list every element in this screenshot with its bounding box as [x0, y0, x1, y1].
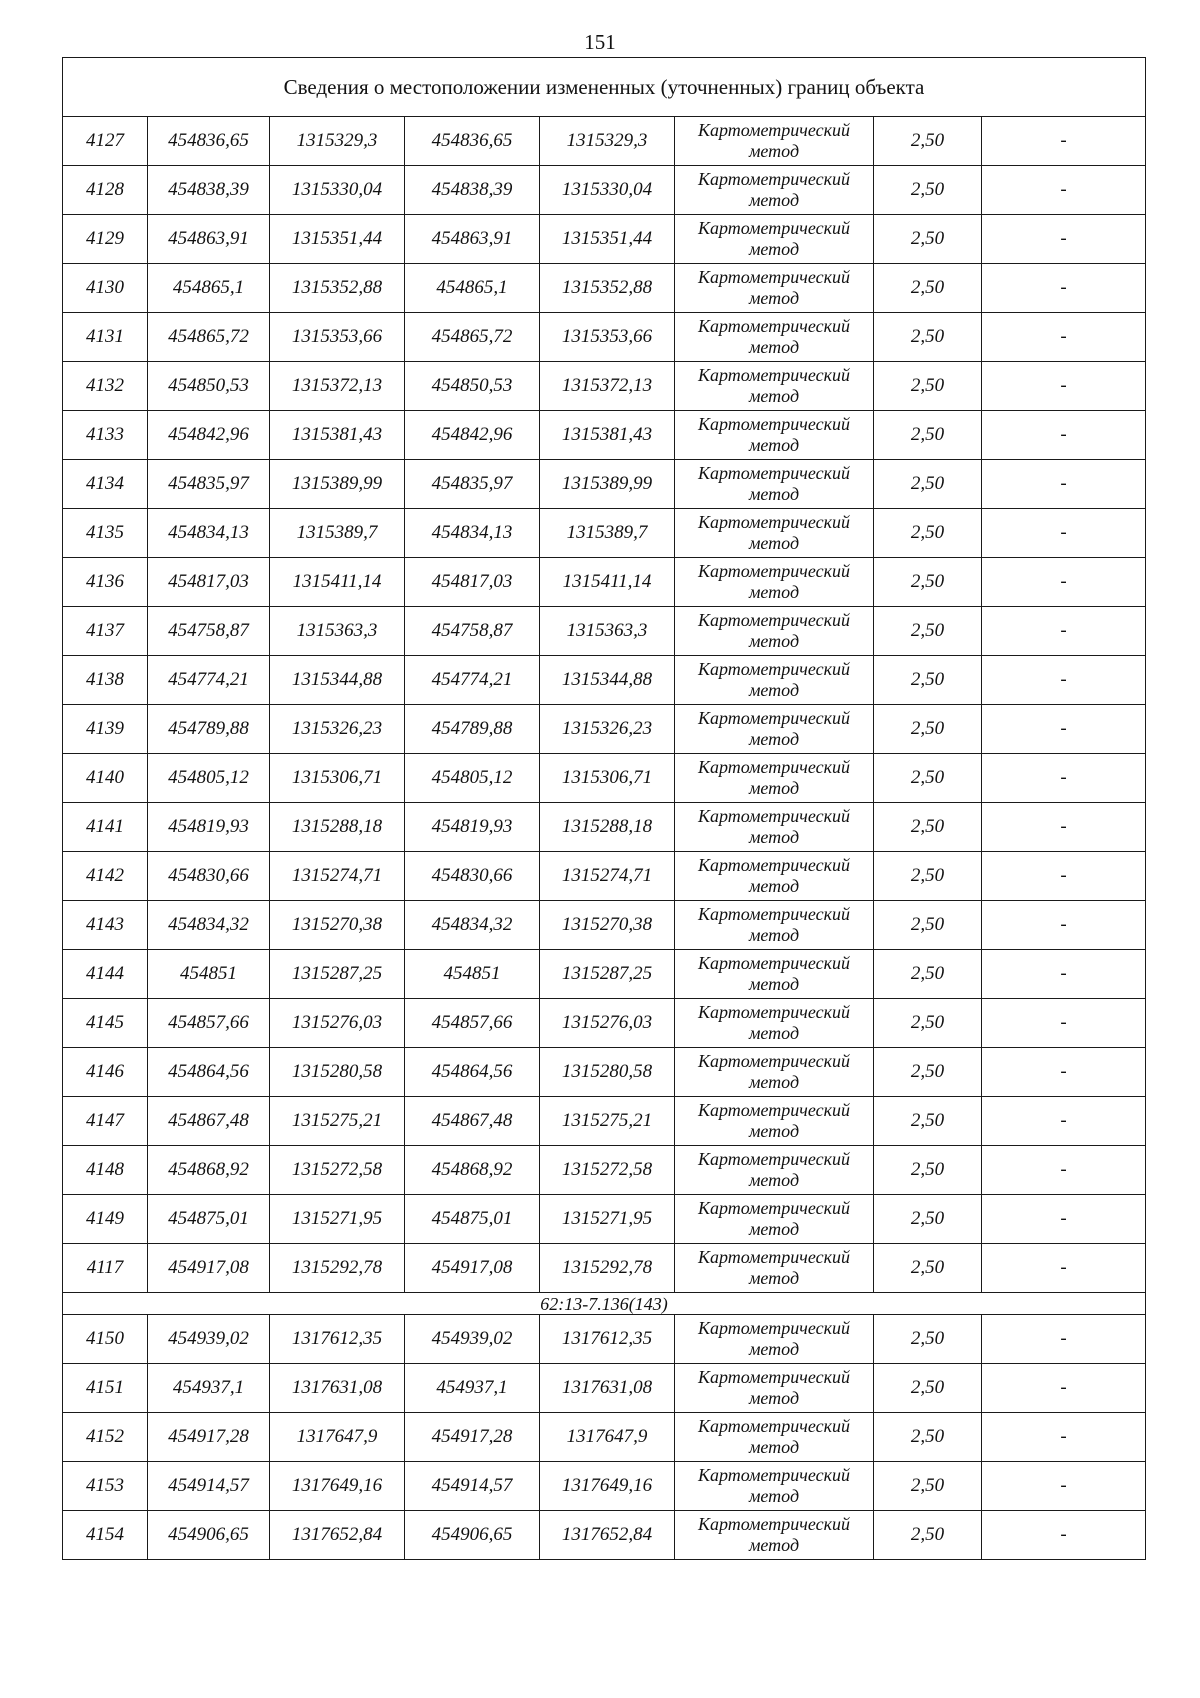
method-cell: Картометрический метод: [675, 901, 874, 950]
y-new-cell: 1315306,71: [540, 754, 675, 803]
x-new-cell: 454865,72: [405, 313, 540, 362]
accuracy-cell: 2,50: [874, 1195, 982, 1244]
description-cell: -: [982, 1097, 1146, 1146]
method-cell: Картометрический метод: [675, 1315, 874, 1364]
method-cell: Картометрический метод: [675, 509, 874, 558]
x-existing-cell: 454875,01: [148, 1195, 270, 1244]
method-cell: Картометрический метод: [675, 166, 874, 215]
x-new-cell: 454758,87: [405, 607, 540, 656]
table-row: [63, 803, 1146, 852]
description-cell: -: [982, 166, 1146, 215]
y-new-cell: 1317612,35: [540, 1315, 675, 1364]
table-row: [63, 1462, 1146, 1511]
y-new-cell: 1315330,04: [540, 166, 675, 215]
accuracy-cell: 2,50: [874, 1413, 982, 1462]
point-number-cell: 4139: [63, 705, 148, 754]
accuracy-cell: 2,50: [874, 1244, 982, 1293]
point-number-cell: 4142: [63, 852, 148, 901]
point-number-cell: 4138: [63, 656, 148, 705]
description-cell: -: [982, 1511, 1146, 1560]
y-existing-cell: 1315329,3: [270, 117, 405, 166]
y-new-cell: 1315344,88: [540, 656, 675, 705]
x-new-cell: 454819,93: [405, 803, 540, 852]
method-cell: Картометрический метод: [675, 460, 874, 509]
point-number-cell: 4128: [63, 166, 148, 215]
table-row: [63, 509, 1146, 558]
table-row: [63, 1146, 1146, 1195]
x-existing-cell: 454817,03: [148, 558, 270, 607]
y-new-cell: 1315381,43: [540, 411, 675, 460]
method-cell: Картометрический метод: [675, 999, 874, 1048]
y-new-cell: 1315274,71: [540, 852, 675, 901]
table-row: [63, 313, 1146, 362]
point-number-cell: 4147: [63, 1097, 148, 1146]
y-new-cell: 1315276,03: [540, 999, 675, 1048]
table-row: [63, 264, 1146, 313]
accuracy-cell: 2,50: [874, 1364, 982, 1413]
y-existing-cell: 1315352,88: [270, 264, 405, 313]
x-new-cell: 454867,48: [405, 1097, 540, 1146]
method-cell: Картометрический метод: [675, 607, 874, 656]
table-row: [63, 1195, 1146, 1244]
point-number-cell: 4152: [63, 1413, 148, 1462]
section-row: [63, 1293, 1146, 1315]
accuracy-cell: 2,50: [874, 166, 982, 215]
method-cell: Картометрический метод: [675, 1244, 874, 1293]
method-cell: Картометрический метод: [675, 1462, 874, 1511]
table-body: [63, 58, 1146, 1560]
y-existing-cell: 1317652,84: [270, 1511, 405, 1560]
accuracy-cell: 2,50: [874, 215, 982, 264]
accuracy-cell: 2,50: [874, 1462, 982, 1511]
description-cell: -: [982, 1195, 1146, 1244]
description-cell: -: [982, 558, 1146, 607]
x-new-cell: 454834,32: [405, 901, 540, 950]
y-existing-cell: 1315306,71: [270, 754, 405, 803]
accuracy-cell: 2,50: [874, 509, 982, 558]
x-existing-cell: 454842,96: [148, 411, 270, 460]
x-existing-cell: 454937,1: [148, 1364, 270, 1413]
x-new-cell: 454842,96: [405, 411, 540, 460]
y-existing-cell: 1315272,58: [270, 1146, 405, 1195]
x-existing-cell: 454868,92: [148, 1146, 270, 1195]
x-existing-cell: 454836,65: [148, 117, 270, 166]
x-new-cell: 454865,1: [405, 264, 540, 313]
point-number-cell: 4145: [63, 999, 148, 1048]
y-existing-cell: 1315363,3: [270, 607, 405, 656]
point-number-cell: 4134: [63, 460, 148, 509]
method-cell: Картометрический метод: [675, 705, 874, 754]
method-cell: Картометрический метод: [675, 656, 874, 705]
y-new-cell: 1315287,25: [540, 950, 675, 999]
x-new-cell: 454906,65: [405, 1511, 540, 1560]
accuracy-cell: 2,50: [874, 411, 982, 460]
y-new-cell: 1315353,66: [540, 313, 675, 362]
y-existing-cell: 1315330,04: [270, 166, 405, 215]
table-row: [63, 705, 1146, 754]
x-existing-cell: 454865,72: [148, 313, 270, 362]
x-new-cell: 454834,13: [405, 509, 540, 558]
y-new-cell: 1315288,18: [540, 803, 675, 852]
x-existing-cell: 454917,08: [148, 1244, 270, 1293]
method-cell: Картометрический метод: [675, 1195, 874, 1244]
description-cell: -: [982, 950, 1146, 999]
description-cell: -: [982, 215, 1146, 264]
y-new-cell: 1315326,23: [540, 705, 675, 754]
method-cell: Картометрический метод: [675, 754, 874, 803]
accuracy-cell: 2,50: [874, 1315, 982, 1364]
x-new-cell: 454863,91: [405, 215, 540, 264]
method-cell: Картометрический метод: [675, 950, 874, 999]
y-existing-cell: 1317631,08: [270, 1364, 405, 1413]
method-cell: Картометрический метод: [675, 117, 874, 166]
accuracy-cell: 2,50: [874, 558, 982, 607]
x-existing-cell: 454834,13: [148, 509, 270, 558]
table-title: Сведения о местоположении измененных (уточненных) границ объекта: [63, 58, 1146, 117]
y-existing-cell: 1317649,16: [270, 1462, 405, 1511]
point-number-cell: 4130: [63, 264, 148, 313]
x-new-cell: 454851: [405, 950, 540, 999]
description-cell: -: [982, 803, 1146, 852]
y-existing-cell: 1317612,35: [270, 1315, 405, 1364]
y-existing-cell: 1315326,23: [270, 705, 405, 754]
y-new-cell: 1315372,13: [540, 362, 675, 411]
y-new-cell: 1315275,21: [540, 1097, 675, 1146]
table-row: [63, 460, 1146, 509]
y-existing-cell: 1317647,9: [270, 1413, 405, 1462]
x-existing-cell: 454838,39: [148, 166, 270, 215]
accuracy-cell: 2,50: [874, 362, 982, 411]
y-new-cell: 1315329,3: [540, 117, 675, 166]
accuracy-cell: 2,50: [874, 901, 982, 950]
y-existing-cell: 1315372,13: [270, 362, 405, 411]
description-cell: -: [982, 1413, 1146, 1462]
method-cell: Картометрический метод: [675, 411, 874, 460]
x-new-cell: 454917,08: [405, 1244, 540, 1293]
accuracy-cell: 2,50: [874, 460, 982, 509]
method-cell: Картометрический метод: [675, 1413, 874, 1462]
y-existing-cell: 1315288,18: [270, 803, 405, 852]
point-number-cell: 4131: [63, 313, 148, 362]
accuracy-cell: 2,50: [874, 754, 982, 803]
table-row: [63, 950, 1146, 999]
x-new-cell: 454939,02: [405, 1315, 540, 1364]
x-existing-cell: 454939,02: [148, 1315, 270, 1364]
method-cell: Картометрический метод: [675, 264, 874, 313]
x-existing-cell: 454857,66: [148, 999, 270, 1048]
method-cell: Картометрический метод: [675, 803, 874, 852]
x-new-cell: 454937,1: [405, 1364, 540, 1413]
description-cell: -: [982, 1462, 1146, 1511]
y-existing-cell: 1315276,03: [270, 999, 405, 1048]
x-existing-cell: 454864,56: [148, 1048, 270, 1097]
point-number-cell: 4133: [63, 411, 148, 460]
x-new-cell: 454838,39: [405, 166, 540, 215]
table-row: [63, 1048, 1146, 1097]
description-cell: -: [982, 607, 1146, 656]
description-cell: -: [982, 117, 1146, 166]
y-new-cell: 1315411,14: [540, 558, 675, 607]
x-new-cell: 454864,56: [405, 1048, 540, 1097]
y-existing-cell: 1315280,58: [270, 1048, 405, 1097]
page-number: 151: [584, 30, 616, 54]
point-number-cell: 4129: [63, 215, 148, 264]
x-existing-cell: 454906,65: [148, 1511, 270, 1560]
x-new-cell: 454868,92: [405, 1146, 540, 1195]
table-row: [63, 411, 1146, 460]
y-existing-cell: 1315292,78: [270, 1244, 405, 1293]
description-cell: -: [982, 460, 1146, 509]
point-number-cell: 4150: [63, 1315, 148, 1364]
point-number-cell: 4146: [63, 1048, 148, 1097]
point-number-cell: 4151: [63, 1364, 148, 1413]
point-number-cell: 4136: [63, 558, 148, 607]
point-number-cell: 4132: [63, 362, 148, 411]
x-existing-cell: 454835,97: [148, 460, 270, 509]
y-new-cell: 1317631,08: [540, 1364, 675, 1413]
description-cell: -: [982, 1315, 1146, 1364]
y-existing-cell: 1315411,14: [270, 558, 405, 607]
accuracy-cell: 2,50: [874, 313, 982, 362]
point-number-cell: 4135: [63, 509, 148, 558]
description-cell: -: [982, 852, 1146, 901]
point-number-cell: 4153: [63, 1462, 148, 1511]
x-new-cell: 454817,03: [405, 558, 540, 607]
table-row: [63, 166, 1146, 215]
x-new-cell: 454789,88: [405, 705, 540, 754]
table-row: [63, 656, 1146, 705]
x-existing-cell: 454914,57: [148, 1462, 270, 1511]
accuracy-cell: 2,50: [874, 1146, 982, 1195]
x-existing-cell: 454805,12: [148, 754, 270, 803]
y-new-cell: 1315292,78: [540, 1244, 675, 1293]
x-existing-cell: 454850,53: [148, 362, 270, 411]
x-new-cell: 454917,28: [405, 1413, 540, 1462]
x-new-cell: 454774,21: [405, 656, 540, 705]
description-cell: -: [982, 754, 1146, 803]
table-header-row: [63, 58, 1146, 117]
y-existing-cell: 1315274,71: [270, 852, 405, 901]
table-row: [63, 215, 1146, 264]
x-new-cell: 454914,57: [405, 1462, 540, 1511]
table-row: [63, 607, 1146, 656]
y-existing-cell: 1315389,7: [270, 509, 405, 558]
point-number-cell: 4141: [63, 803, 148, 852]
table-row: [63, 999, 1146, 1048]
description-cell: -: [982, 411, 1146, 460]
accuracy-cell: 2,50: [874, 950, 982, 999]
table-row: [63, 1364, 1146, 1413]
description-cell: -: [982, 362, 1146, 411]
x-existing-cell: 454834,32: [148, 901, 270, 950]
point-number-cell: 4140: [63, 754, 148, 803]
x-existing-cell: 454851: [148, 950, 270, 999]
table-row: [63, 852, 1146, 901]
y-existing-cell: 1315344,88: [270, 656, 405, 705]
x-existing-cell: 454865,1: [148, 264, 270, 313]
y-existing-cell: 1315270,38: [270, 901, 405, 950]
y-new-cell: 1315351,44: [540, 215, 675, 264]
y-new-cell: 1315352,88: [540, 264, 675, 313]
table-row: [63, 362, 1146, 411]
description-cell: -: [982, 1364, 1146, 1413]
y-new-cell: 1315280,58: [540, 1048, 675, 1097]
point-number-cell: 4137: [63, 607, 148, 656]
accuracy-cell: 2,50: [874, 656, 982, 705]
x-new-cell: 454836,65: [405, 117, 540, 166]
accuracy-cell: 2,50: [874, 607, 982, 656]
table-row: [63, 1413, 1146, 1462]
boundary-coordinates-table: [62, 57, 1146, 1560]
table-row: [63, 558, 1146, 607]
y-existing-cell: 1315351,44: [270, 215, 405, 264]
y-new-cell: 1317652,84: [540, 1511, 675, 1560]
x-existing-cell: 454758,87: [148, 607, 270, 656]
x-new-cell: 454830,66: [405, 852, 540, 901]
accuracy-cell: 2,50: [874, 1048, 982, 1097]
x-existing-cell: 454830,66: [148, 852, 270, 901]
method-cell: Картометрический метод: [675, 215, 874, 264]
table-row: [63, 754, 1146, 803]
x-existing-cell: 454863,91: [148, 215, 270, 264]
x-new-cell: 454835,97: [405, 460, 540, 509]
description-cell: -: [982, 705, 1146, 754]
method-cell: Картометрический метод: [675, 1511, 874, 1560]
method-cell: Картометрический метод: [675, 313, 874, 362]
method-cell: Картометрический метод: [675, 1048, 874, 1097]
x-new-cell: 454875,01: [405, 1195, 540, 1244]
accuracy-cell: 2,50: [874, 264, 982, 313]
point-number-cell: 4149: [63, 1195, 148, 1244]
accuracy-cell: 2,50: [874, 1511, 982, 1560]
y-existing-cell: 1315353,66: [270, 313, 405, 362]
method-cell: Картометрический метод: [675, 1097, 874, 1146]
method-cell: Картометрический метод: [675, 1146, 874, 1195]
method-cell: Картометрический метод: [675, 558, 874, 607]
x-existing-cell: 454867,48: [148, 1097, 270, 1146]
description-cell: -: [982, 1146, 1146, 1195]
accuracy-cell: 2,50: [874, 803, 982, 852]
method-cell: Картометрический метод: [675, 362, 874, 411]
y-existing-cell: 1315287,25: [270, 950, 405, 999]
y-new-cell: 1315270,38: [540, 901, 675, 950]
accuracy-cell: 2,50: [874, 117, 982, 166]
x-new-cell: 454805,12: [405, 754, 540, 803]
y-new-cell: 1317649,16: [540, 1462, 675, 1511]
x-existing-cell: 454789,88: [148, 705, 270, 754]
method-cell: Картометрический метод: [675, 852, 874, 901]
accuracy-cell: 2,50: [874, 852, 982, 901]
y-existing-cell: 1315389,99: [270, 460, 405, 509]
table-row: [63, 901, 1146, 950]
section-label: 62:13-7.136(143): [63, 1293, 1146, 1315]
x-existing-cell: 454819,93: [148, 803, 270, 852]
description-cell: -: [982, 509, 1146, 558]
y-new-cell: 1315389,7: [540, 509, 675, 558]
x-existing-cell: 454917,28: [148, 1413, 270, 1462]
y-existing-cell: 1315381,43: [270, 411, 405, 460]
point-number-cell: 4117: [63, 1244, 148, 1293]
table-row: [63, 1511, 1146, 1560]
point-number-cell: 4127: [63, 117, 148, 166]
y-new-cell: 1315363,3: [540, 607, 675, 656]
accuracy-cell: 2,50: [874, 999, 982, 1048]
point-number-cell: 4154: [63, 1511, 148, 1560]
description-cell: -: [982, 1244, 1146, 1293]
accuracy-cell: 2,50: [874, 1097, 982, 1146]
y-new-cell: 1315271,95: [540, 1195, 675, 1244]
y-new-cell: 1315389,99: [540, 460, 675, 509]
y-existing-cell: 1315271,95: [270, 1195, 405, 1244]
point-number-cell: 4143: [63, 901, 148, 950]
point-number-cell: 4148: [63, 1146, 148, 1195]
point-number-cell: 4144: [63, 950, 148, 999]
accuracy-cell: 2,50: [874, 705, 982, 754]
description-cell: -: [982, 656, 1146, 705]
description-cell: -: [982, 901, 1146, 950]
y-new-cell: 1317647,9: [540, 1413, 675, 1462]
table-row: [63, 1315, 1146, 1364]
y-existing-cell: 1315275,21: [270, 1097, 405, 1146]
table-row: [63, 1244, 1146, 1293]
description-cell: -: [982, 313, 1146, 362]
table-row: [63, 117, 1146, 166]
y-new-cell: 1315272,58: [540, 1146, 675, 1195]
description-cell: -: [982, 264, 1146, 313]
x-existing-cell: 454774,21: [148, 656, 270, 705]
x-new-cell: 454850,53: [405, 362, 540, 411]
method-cell: Картометрический метод: [675, 1364, 874, 1413]
description-cell: -: [982, 1048, 1146, 1097]
description-cell: -: [982, 999, 1146, 1048]
table-row: [63, 1097, 1146, 1146]
x-new-cell: 454857,66: [405, 999, 540, 1048]
